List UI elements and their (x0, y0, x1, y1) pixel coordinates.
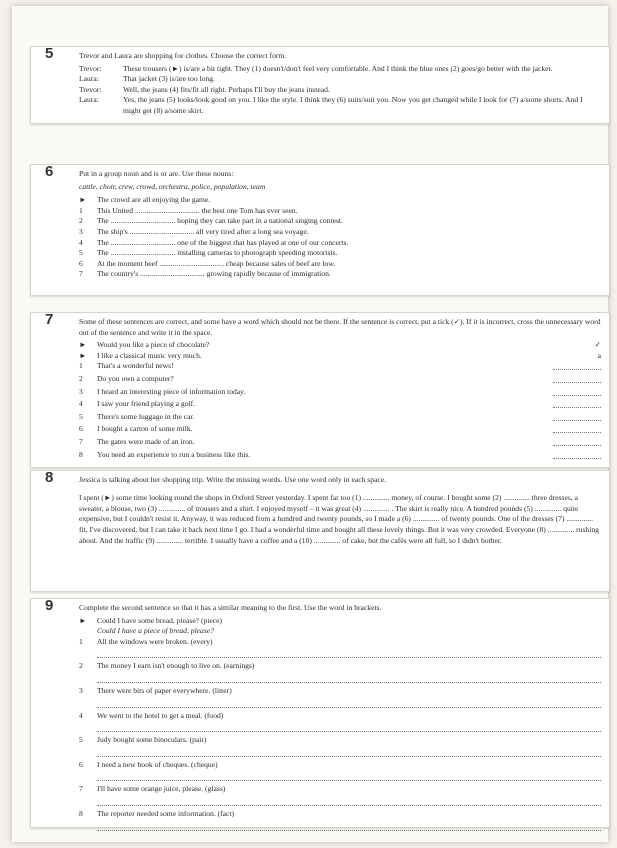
item-text: I bought a carton of some milk. (97, 424, 193, 434)
item-number: 2 (79, 216, 83, 226)
item-number: ► (79, 340, 87, 350)
item-text[interactable]: At the moment beef .................................. cheap because sales of beef are low. (97, 258, 336, 268)
item-list (79, 340, 601, 462)
line-text: Yes, the jeans (5) looks/look good on you. I like the style. I think they (6) suits/suit you. Now you get changed while I look for (7) a/some shorts. And I might get (8) a/some skirt. (123, 95, 583, 115)
dialogue (79, 64, 601, 117)
item-number: 8 (79, 449, 83, 459)
list-item (79, 269, 601, 280)
item-number: 8 (79, 808, 83, 818)
answer-line[interactable] (97, 746, 601, 757)
item-text[interactable]: The crowd are all enjoying the game. (97, 195, 211, 205)
item-text: All the windows were broken. (every) (97, 636, 213, 646)
item-text[interactable]: The .................................. installing cameras to photograph speeding motorists. (97, 248, 338, 258)
list-item (79, 227, 601, 238)
exercise-instruction: Some of these sentences are correct, and some have a word which should not be there. If the sentence is correct, put a tick (✓). If it is incorrect, cross the unnecessary word out of the sentence and write it in the space. (79, 317, 601, 337)
item-number: 4 (79, 710, 83, 720)
list-item (79, 259, 601, 270)
exercise-8 (30, 470, 610, 592)
exercise-5 (30, 46, 610, 124)
exercise-instruction: Trevor and Laura are shopping for clothes. Choose the correct form. (79, 51, 287, 60)
worksheet-page (12, 6, 608, 842)
list-item (79, 351, 601, 362)
item-number: 5 (79, 411, 83, 421)
item-text: There's some luggage in the car. (97, 411, 195, 421)
item-number: 5 (79, 248, 83, 258)
item-text: I need a new book of cheques. (cheque) (97, 759, 218, 769)
answer-space[interactable] (531, 340, 601, 351)
list-item (79, 760, 601, 782)
item-number: ► (79, 195, 87, 205)
item-text: The gates were made of an iron. (97, 436, 195, 446)
answer-space[interactable] (531, 412, 601, 425)
item-text: Would you like a piece of chocolate? (97, 340, 210, 350)
item-text: We went to the hotel to get a meal. (food) (97, 710, 224, 720)
item-text: I'll have some orange juice, please. (glass) (97, 784, 226, 794)
item-text[interactable]: This United .................................. the best one Tom has ever seen. (97, 205, 298, 215)
list-item (79, 374, 601, 387)
answer-space[interactable] (531, 450, 601, 463)
item-text[interactable]: The .................................. hoping they can take part in a national singing contest. (97, 216, 343, 226)
list-item (79, 387, 601, 400)
item-number: 5 (79, 735, 83, 745)
item-number: 1 (79, 636, 83, 646)
item-text: I like a classical music very much. (97, 350, 202, 360)
answer-line[interactable] (97, 770, 601, 781)
speaker: Trevor: (79, 84, 102, 94)
list-item (79, 735, 601, 757)
item-number: 2 (79, 661, 83, 671)
answer-line[interactable] (97, 647, 601, 658)
answer-line[interactable] (97, 697, 601, 708)
line-text: These trousers (►) is/are a bit tight. They (1) doesn't/don't feel very comfortable. And I think the blue ones (2) goes/go better with the jacket. (123, 63, 553, 73)
list-item (79, 195, 601, 206)
answer-space[interactable] (531, 387, 601, 400)
item-number: 7 (79, 269, 83, 279)
noun-list: cattle, choir, crew, crowd, orchestra, police, population, team (79, 181, 266, 191)
speaker: Laura: (79, 95, 99, 105)
item-number: 3 (79, 386, 83, 396)
item-text: The reporter needed some information. (fact) (97, 808, 235, 818)
list-item (79, 686, 601, 708)
answer-space[interactable] (531, 399, 601, 412)
item-number: 1 (79, 361, 83, 371)
item-text: I heard an interesting piece of information today. (97, 386, 246, 396)
item-text: The money I earn isn't enough to live on. (earnings) (97, 661, 255, 671)
item-number: 3 (79, 226, 83, 236)
line-text: That jacket (3) is/are too long. (123, 74, 215, 84)
gap-fill-paragraph: I spent (►) some time looking round the shops in Oxford Street yesterday. I spent far too (1) .............. money, of course. I bought some (2) .............. three dresses, a sweater, a blouse, two (3) .............. of trousers and a shirt. I enjoyed myself – it was great (4) .............. . The skirt is really nice. A hundred pounds (5) .............. quite expensive, but I couldn't resist it. Anyway, it was reduced from a hundred and twenty pounds, so I made a (6) .............. of twenty pounds. One of the dresses (7) .............. fit, I've discovered, but I can take it back next time I go. I had a wonderful time and bought all these lovely things. But it was very crowded. Everyone (8) .............. rushing about. And the traffic (9) .............. terrible. I usually have a coffee and a (10) .............. of cake, but the cafés were all full, so I didn't bother. (79, 493, 599, 545)
item-number: 7 (79, 436, 83, 446)
dialogue-line (79, 64, 601, 75)
item-number: ► (79, 350, 87, 360)
example-question: ► Could I have some bread, please? (piece) (79, 615, 223, 625)
example-answer: Could I have a piece of bread, please? (97, 626, 214, 636)
exercise-number: 6 (45, 163, 54, 180)
item-text[interactable]: The .................................. one of the biggest that has played at one of our concerts. (97, 237, 349, 247)
dialogue-line (79, 74, 601, 85)
dialogue-line (79, 85, 601, 96)
exercise-instruction: Put in a group noun and is or are. Use these nouns: (79, 169, 234, 178)
exercise-number: 7 (45, 311, 54, 328)
item-number: 7 (79, 784, 83, 794)
answer-line[interactable] (97, 820, 601, 831)
list-item (79, 412, 601, 425)
list-item (79, 206, 601, 217)
list-item (79, 399, 601, 412)
answer-space[interactable] (531, 437, 601, 450)
exercise-9 (30, 598, 610, 828)
answer-space[interactable] (531, 374, 601, 387)
item-text[interactable]: The ship's .................................. all very tired after a long sea voyage. (97, 226, 309, 236)
list-item (79, 424, 601, 437)
item-number: 4 (79, 399, 83, 409)
item-number: 2 (79, 373, 83, 383)
answer-line[interactable] (97, 721, 601, 732)
answer-line[interactable] (97, 672, 601, 683)
answer-space[interactable] (531, 424, 601, 437)
item-number: 3 (79, 685, 83, 695)
list-item (79, 248, 601, 259)
list-item (79, 238, 601, 249)
item-text: That's a wonderful news! (97, 361, 174, 371)
answer-mark: a (597, 350, 601, 360)
item-number: 6 (79, 759, 83, 769)
list-item (79, 361, 601, 374)
exercise-instruction: Jessica is talking about her shopping trip. Write the missing words. Use one word only in each space. (79, 475, 387, 484)
exercise-number: 5 (45, 45, 54, 62)
exercise-number: 9 (45, 597, 54, 614)
dialogue-line (79, 95, 601, 116)
list-item (79, 711, 601, 733)
item-text: Judy bought some binoculars. (pair) (97, 735, 207, 745)
answer-space[interactable] (531, 361, 601, 374)
answer-space[interactable] (531, 351, 601, 362)
item-text: I saw your friend playing a golf. (97, 399, 196, 409)
exercise-number: 8 (45, 469, 54, 486)
list-item (79, 216, 601, 227)
list-item (79, 784, 601, 806)
exercise-7 (30, 312, 610, 468)
list-item (79, 450, 601, 463)
list-item (79, 437, 601, 450)
list-item (79, 340, 601, 351)
exercise-instruction: Complete the second sentence so that it has a similar meaning to the first. Use the word in brackets. (79, 603, 382, 612)
item-list (79, 637, 601, 831)
item-number: 1 (79, 205, 83, 215)
line-text: Well, the jeans (4) fits/fit all right. Perhaps I'll buy the jeans instead. (123, 84, 330, 94)
speaker: Laura: (79, 74, 99, 84)
item-text: Do you own a computer? (97, 373, 174, 383)
item-number: 6 (79, 258, 83, 268)
item-text[interactable]: The country's .................................. growing rapidly because of immigration. (97, 269, 331, 279)
list-item (79, 809, 601, 831)
answer-mark: ✓ (594, 340, 601, 350)
list-item (79, 661, 601, 683)
item-text: There were bits of paper everywhere. (litter) (97, 685, 232, 695)
item-text: You need an experience to run a business like this. (97, 449, 251, 459)
item-number: 4 (79, 237, 83, 247)
speaker: Trevor: (79, 63, 102, 73)
answer-line[interactable] (97, 795, 601, 806)
item-list (79, 195, 601, 280)
exercise-6 (30, 164, 610, 296)
item-number: 6 (79, 424, 83, 434)
list-item (79, 637, 601, 659)
